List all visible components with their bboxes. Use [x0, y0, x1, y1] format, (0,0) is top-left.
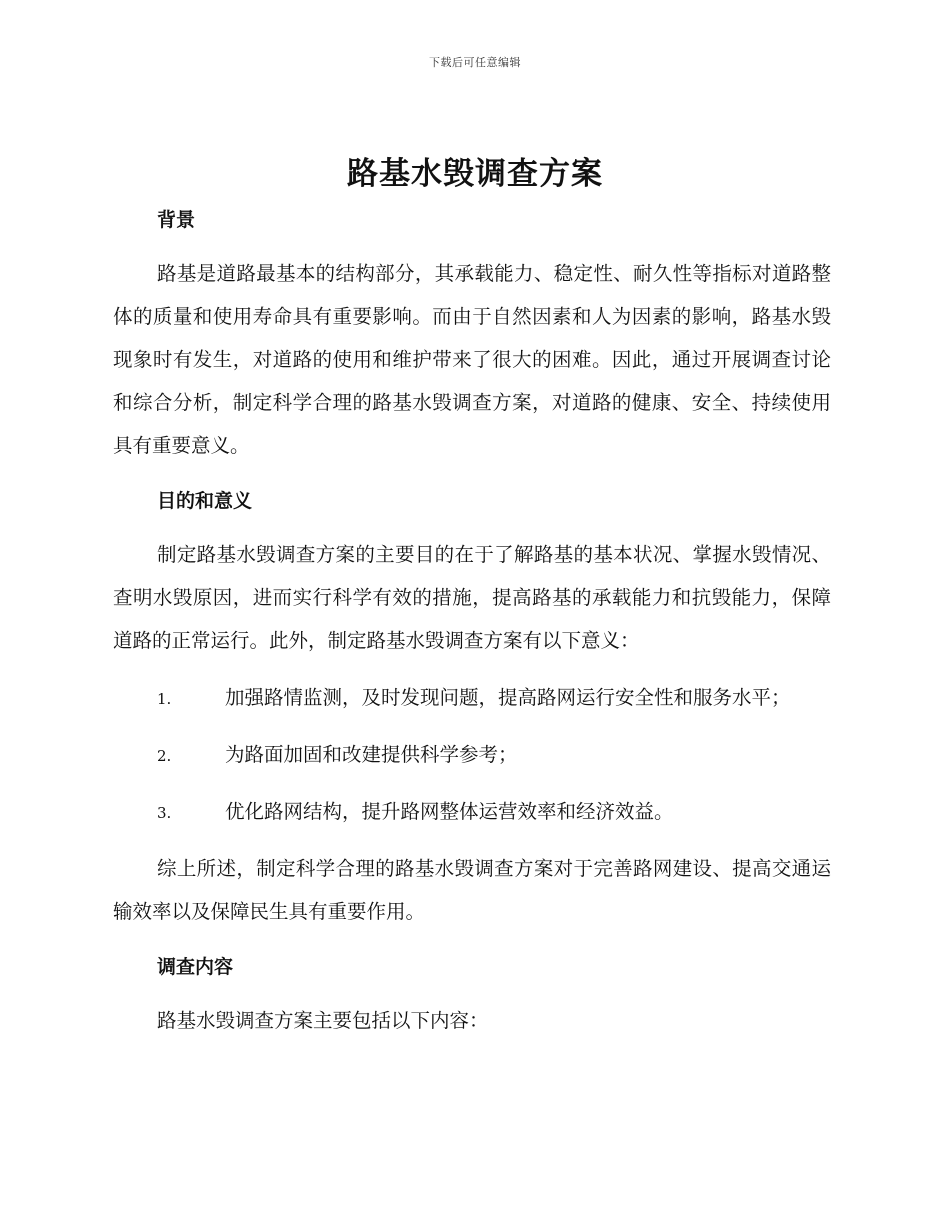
list-item-text: 优化路网结构，提升路网整体运营效率和经济效益。	[225, 800, 674, 823]
section-heading-background: 背景	[157, 209, 196, 231]
list-item-text: 为路面加固和改建提供科学参考；	[225, 743, 518, 766]
section-heading-content: 调查内容	[157, 956, 234, 978]
list-number: 1.	[157, 690, 172, 708]
summary-paragraph: 综上所述，制定科学合理的路基水毁调查方案对于完善路网建设、提高交通运输效率以及保障民生具有重要作用。	[113, 857, 831, 923]
document-title: 路基水毁调查方案	[347, 156, 603, 192]
list-number: 3.	[157, 804, 172, 822]
background-paragraph: 路基是道路最基本的结构部分，其承载能力、稳定性、耐久性等指标对道路整体的质量和使用寿命具有重要影响。而由于自然因素和人为因素的影响，路基水毁现象时有发生，对道路的使用和维护带来了很大的困难。因此，通过开展调查讨论和综合分析，制定科学合理的路基水毁调查方案，对道路的健康、安全、持续使用具有重要意义。	[113, 262, 831, 457]
header-note: 下载后可任意编辑	[429, 56, 521, 69]
list-item	[113, 676, 831, 721]
list-item	[113, 790, 831, 835]
section-heading-purpose: 目的和意义	[157, 490, 253, 512]
content-paragraph: 路基水毁调查方案主要包括以下内容：	[157, 1009, 489, 1032]
list-item	[113, 733, 831, 778]
list-number: 2.	[157, 747, 172, 765]
list-item-text: 加强路情监测，及时发现问题，提高路网运行安全性和服务水平；	[225, 686, 791, 709]
purpose-paragraph: 制定路基水毁调查方案的主要目的在于了解路基的基本状况、掌握水毁情况、查明水毁原因，进而实行科学有效的措施，提高路基的承载能力和抗毁能力，保障道路的正常运行。此外，制定路基水毁调查方案有以下意义：	[113, 543, 831, 652]
document-body	[113, 200, 831, 1042]
